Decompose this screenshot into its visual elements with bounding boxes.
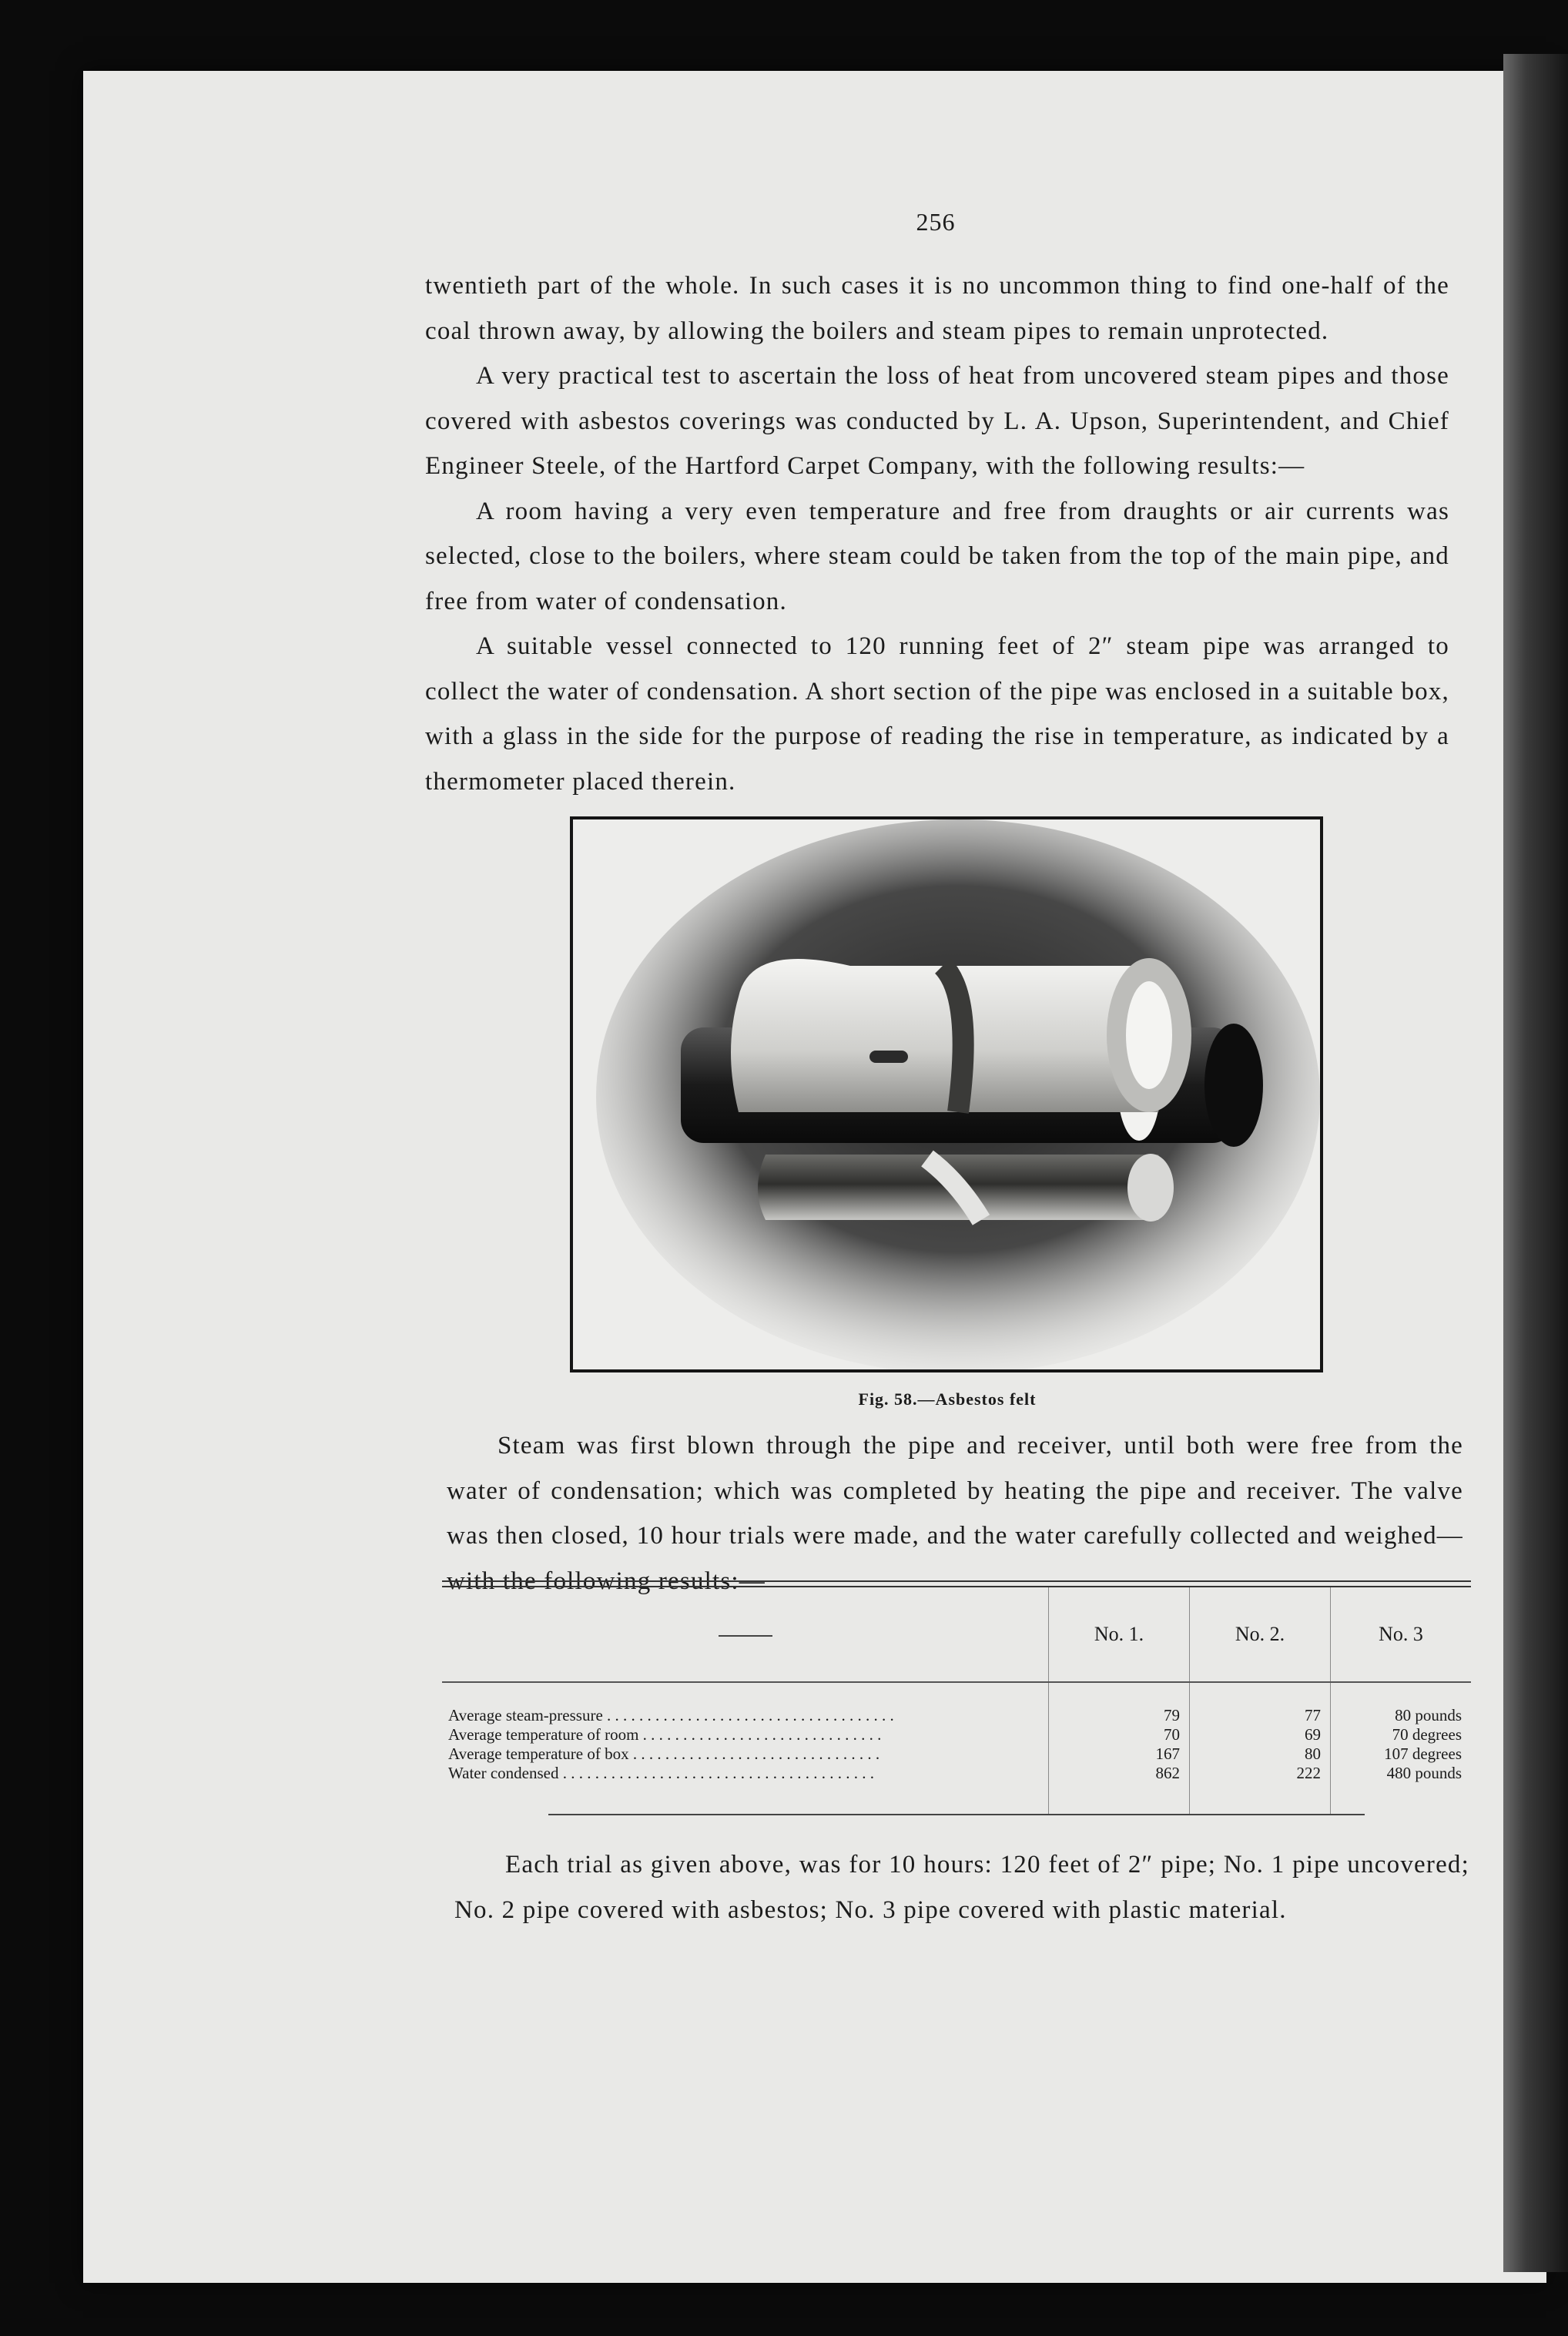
paragraph-5: Steam was first blown through the pipe and receiver, until both were free from the water of condensation; which was completed by heating the pipe and receiver. The valve was then closed, 10 hour trials were made, and the water carefully collected and weighed—with the following results:— [447,1432,1463,1595]
table-header-row [442,1587,1471,1682]
col-no-2-values [1190,1682,1331,1814]
page-number: 256 [916,208,956,236]
table-cell: 69 [1305,1725,1321,1744]
table-cell: 167 [1155,1744,1180,1763]
pipe-covering-illustration [573,819,1320,1369]
table-top-rule [442,1580,1471,1587]
row-label: Average temperature of box . . . . . . . . . . . . . . . . . . . . . . . . . . . . . . . [448,1744,880,1763]
row-label: Average temperature of room . . . . . . . . . . . . . . . . . . . . . . . . . . . . . . [448,1725,882,1744]
col-no-3-values [1331,1682,1472,1814]
results-grid [442,1587,1471,1814]
col-no-1-values [1049,1682,1190,1814]
header-blank [442,1587,1049,1682]
table-cell: 70 [1164,1725,1180,1744]
facing-page-edge [1503,54,1568,2272]
table-cell: 70 degrees [1392,1725,1462,1744]
results-table [442,1580,1471,1815]
row-label: Water condensed . . . . . . . . . . . . . . . . . . . . . . . . . . . . . . . . . . . . . . . [448,1764,874,1782]
figure-58-photo [570,816,1323,1372]
paragraph-2: A very practical test to ascertain the loss of heat from uncovered steam pipes and those covered with asbestos coverings was conducted by L. A. Upson, Superintendent, and Chief Engineer Steele, of the Hartford Carpet Company, with the following results:— [425,362,1449,480]
figure-caption: Fig. 58.—Asbestos felt [858,1389,1037,1409]
header-no-3: No. 3 [1331,1587,1472,1682]
table-cell: 80 pounds [1395,1706,1462,1724]
row-label: Average steam-pressure . . . . . . . . . . . . . . . . . . . . . . . . . . . . . . . . . . . . [448,1706,894,1724]
body-text-top [425,263,1449,804]
paragraph-3: A room having a very even temperature and free from draughts or air currents was selected, close to the boilers, where steam could be taken from the top of the main pipe, and free from water of condensation. [425,497,1449,615]
table-bottom-rule [548,1814,1365,1815]
table-cell: 107 degrees [1384,1744,1462,1763]
table-cell: 862 [1155,1764,1180,1782]
paragraph-4: A suitable vessel connected to 120 running feet of 2″ steam pipe was arranged to collect the water of condensation. A short section of the pipe was enclosed in a suitable box, with a glass in the side for the purpose of reading the rise in temperature, as indicated by a thermometer placed therein. [425,632,1449,796]
header-no-2: No. 2. [1190,1587,1331,1682]
table-cell: 80 [1305,1744,1321,1763]
body-text-middle [447,1423,1463,1604]
paragraph-1: twentieth part of the whole. In such cases it is no uncommon thing to find one-half of the coal thrown away, by allowing the boilers and steam pipes to remain unprotected. [425,272,1449,345]
table-cell: 77 [1305,1706,1321,1724]
table-cell: 222 [1296,1764,1321,1782]
table-body-row [442,1682,1471,1814]
body-text-end [454,1842,1469,1932]
row-labels [442,1682,1049,1814]
paragraph-6: Each trial as given above, was for 10 hours: 120 feet of 2″ pipe; No. 1 pipe uncovered; No. 2 pipe covered with asbestos; No. 3 pipe covered with plastic material. [454,1851,1469,1924]
table-cell: 79 [1164,1706,1180,1724]
header-no-1: No. 1. [1049,1587,1190,1682]
table-cell: 480 pounds [1386,1764,1462,1782]
